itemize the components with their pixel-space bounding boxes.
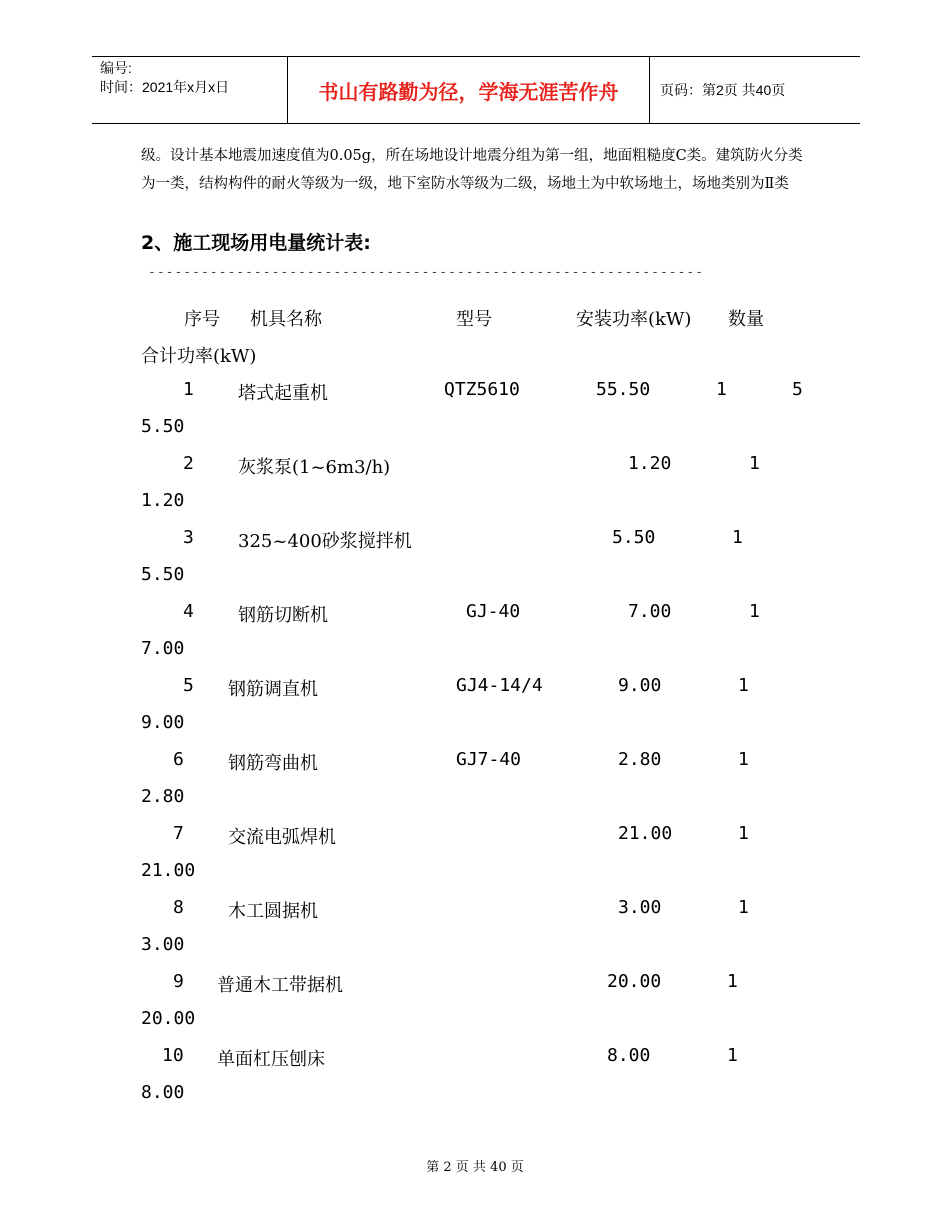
row-10-power: 8.00 (607, 1045, 651, 1066)
row-1-power: 55.50 (596, 379, 651, 400)
document-date: 时间：2021年x月x日 (100, 79, 230, 95)
row-4-seq: 4 (183, 601, 194, 622)
row-3-power: 5.50 (612, 527, 656, 548)
row-2-power: 1.20 (628, 453, 672, 474)
row-4-name: 钢筋切断机 (238, 605, 328, 626)
row-4-model: GJ-40 (466, 601, 521, 622)
row-7-power: 21.00 (618, 823, 673, 844)
row-7-name: 交流电弧焊机 (228, 827, 336, 848)
row-10-name: 单面杠压刨床 (217, 1049, 325, 1070)
header-name: 机具名称 (250, 309, 322, 330)
row-10-total: 8.00 (141, 1082, 185, 1103)
row-5-name: 钢筋调直机 (228, 679, 318, 700)
row-4-power: 7.00 (628, 601, 672, 622)
row-1-total-part: 5 (792, 379, 803, 400)
dashed-separator: --------------------------------------------------------------- (148, 265, 705, 280)
row-9-total: 20.00 (141, 1008, 196, 1029)
row-6-power: 2.80 (618, 749, 662, 770)
row-7-seq: 7 (173, 823, 184, 844)
row-8-total: 3.00 (141, 934, 185, 955)
row-8-seq: 8 (173, 897, 184, 918)
row-6-total: 2.80 (141, 786, 185, 807)
row-5-power: 9.00 (618, 675, 662, 696)
row-9-seq: 9 (173, 971, 184, 992)
row-2-seq: 2 (183, 453, 194, 474)
row-9-name: 普通木工带据机 (217, 975, 343, 996)
header-model: 型号 (456, 309, 492, 330)
row-5-model: GJ4-14/4 (456, 675, 543, 696)
row-6-name: 钢筋弯曲机 (228, 753, 318, 774)
row-9-qty: 1 (727, 971, 738, 992)
row-3-qty: 1 (732, 527, 743, 548)
header-seq: 序号 (184, 309, 220, 330)
row-8-power: 3.00 (618, 897, 662, 918)
header-power: 安装功率(kW) (576, 309, 692, 330)
document-number-label: 编号: (100, 60, 132, 76)
row-5-seq: 5 (183, 675, 194, 696)
row-8-name: 木工圆据机 (228, 901, 318, 922)
page-header (92, 56, 860, 124)
row-2-total: 1.20 (141, 490, 185, 511)
header-meta (100, 59, 229, 97)
row-3-name: 325~400砂浆搅拌机 (238, 531, 412, 552)
row-10-qty: 1 (727, 1045, 738, 1066)
row-9-power: 20.00 (607, 971, 662, 992)
row-1-name: 塔式起重机 (238, 383, 328, 404)
row-10-seq: 10 (162, 1045, 184, 1066)
row-1-model: QTZ5610 (444, 379, 520, 400)
section-heading: 2、施工现场用电量统计表: (141, 232, 371, 254)
row-6-qty: 1 (738, 749, 749, 770)
page-footer: 第 2 页 共 40 页 (426, 1160, 524, 1175)
row-8-qty: 1 (738, 897, 749, 918)
row-7-qty: 1 (738, 823, 749, 844)
row-4-qty: 1 (749, 601, 760, 622)
row-1-qty: 1 (716, 379, 727, 400)
row-6-model: GJ7-40 (456, 749, 522, 770)
header-qty: 数量 (728, 309, 764, 330)
row-5-qty: 1 (738, 675, 749, 696)
row-1-seq: 1 (183, 379, 194, 400)
row-3-total: 5.50 (141, 564, 185, 585)
row-4-total: 7.00 (141, 638, 185, 659)
header-total: 合计功率(kW) (141, 346, 257, 367)
header-divider-right (649, 57, 650, 123)
row-6-seq: 6 (173, 749, 184, 770)
row-2-name: 灰浆泵(1~6m3/h) (238, 457, 391, 478)
row-2-qty: 1 (749, 453, 760, 474)
header-page-info: 页码：第2页 共40页 (660, 82, 786, 98)
row-1-total: 5.50 (141, 416, 185, 437)
row-7-total: 21.00 (141, 860, 196, 881)
header-slogan: 书山有路勤为径，学海无涯苦作舟 (318, 79, 619, 104)
row-3-seq: 3 (183, 527, 194, 548)
row-5-total: 9.00 (141, 712, 185, 733)
intro-paragraph: 级。设计基本地震加速度值为0.05g，所在场地设计地震分组为第一组，地面粗糙度C类。建筑防火分类为一类，结构构件的耐火等级为一级，地下室防水等级为二级，场地土为中软场地土，场地类别为Ⅱ类 (141, 148, 803, 192)
